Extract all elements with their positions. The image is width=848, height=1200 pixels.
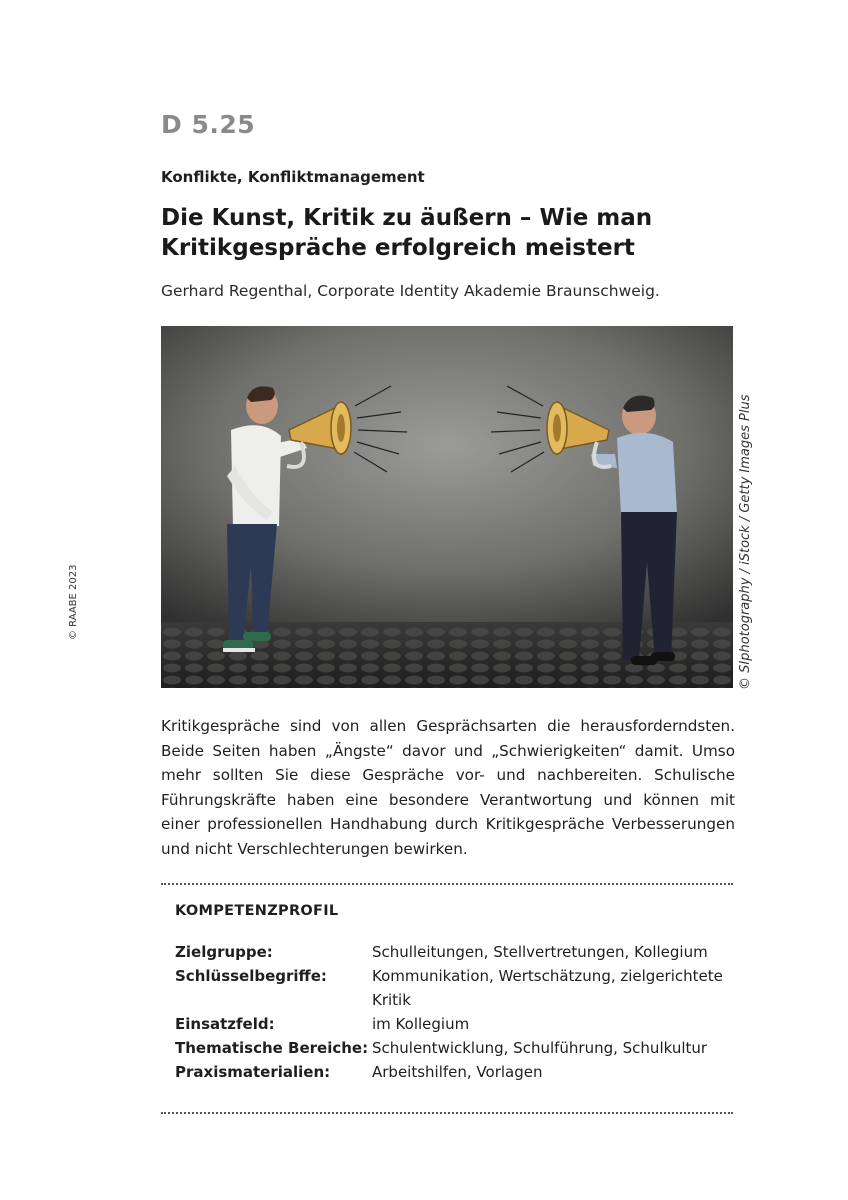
profile-row-target-group xyxy=(175,940,735,964)
profile-heading: KOMPETENZPROFIL xyxy=(175,903,339,919)
profile-label: Thematische Bereiche: xyxy=(175,1039,369,1057)
document-code: D 5.25 xyxy=(161,110,256,139)
profile-row-keywords xyxy=(175,964,735,1012)
profile-row-materials xyxy=(175,1060,735,1084)
profile-value: Arbeitshilfen, Vorlagen xyxy=(372,1063,543,1081)
photo-credit: © SIphotography / iStock / Getty Images Plus xyxy=(738,394,753,690)
author-line: Gerhard Regenthal, Corporate Identity Akademie Braunschweig. xyxy=(161,282,660,300)
profile-label: Schlüsselbegriffe: xyxy=(175,967,327,985)
profile-label: Zielgruppe: xyxy=(175,943,273,961)
competence-profile xyxy=(175,903,735,1084)
profile-label: Einsatzfeld: xyxy=(175,1015,275,1033)
copyright-notice: © RAABE 2023 xyxy=(68,564,79,640)
profile-value: im Kollegium xyxy=(372,1015,470,1033)
intro-paragraph: Kritikgespräche sind von allen Gesprächsarten die herausforderndsten. Beide Seiten haben „Ängste“ davor und „Schwierigkeiten“ damit. Umso mehr sollten Sie diese Gespräche vor- und nachbereiten. Schulische Führungskräfte haben eine besondere Verantwortung und können mit einer professionellen Handhabung durch Kritikgespräche Verbesserungen und nicht Verschlechterungen bewirken. xyxy=(161,717,735,858)
header-photo xyxy=(161,326,733,688)
profile-value: Kommunikation, Wertschätzung, zielgerichtete Kritik xyxy=(372,967,723,1009)
profile-value: Schulleitungen, Stellvertretungen, Kollegium xyxy=(372,943,708,961)
profile-label: Praxismaterialien: xyxy=(175,1063,331,1081)
profile-row-field xyxy=(175,1012,735,1036)
divider-bottom xyxy=(161,1112,733,1114)
divider-top xyxy=(161,883,733,885)
document-title: Die Kunst, Kritik zu äußern – Wie man Kritikgespräche erfolgreich meistert xyxy=(161,205,653,261)
category-label: Konflikte, Konfliktmanagement xyxy=(161,168,425,186)
profile-row-topics xyxy=(175,1036,735,1060)
profile-value: Schulentwicklung, Schulführung, Schulkultur xyxy=(372,1039,708,1057)
